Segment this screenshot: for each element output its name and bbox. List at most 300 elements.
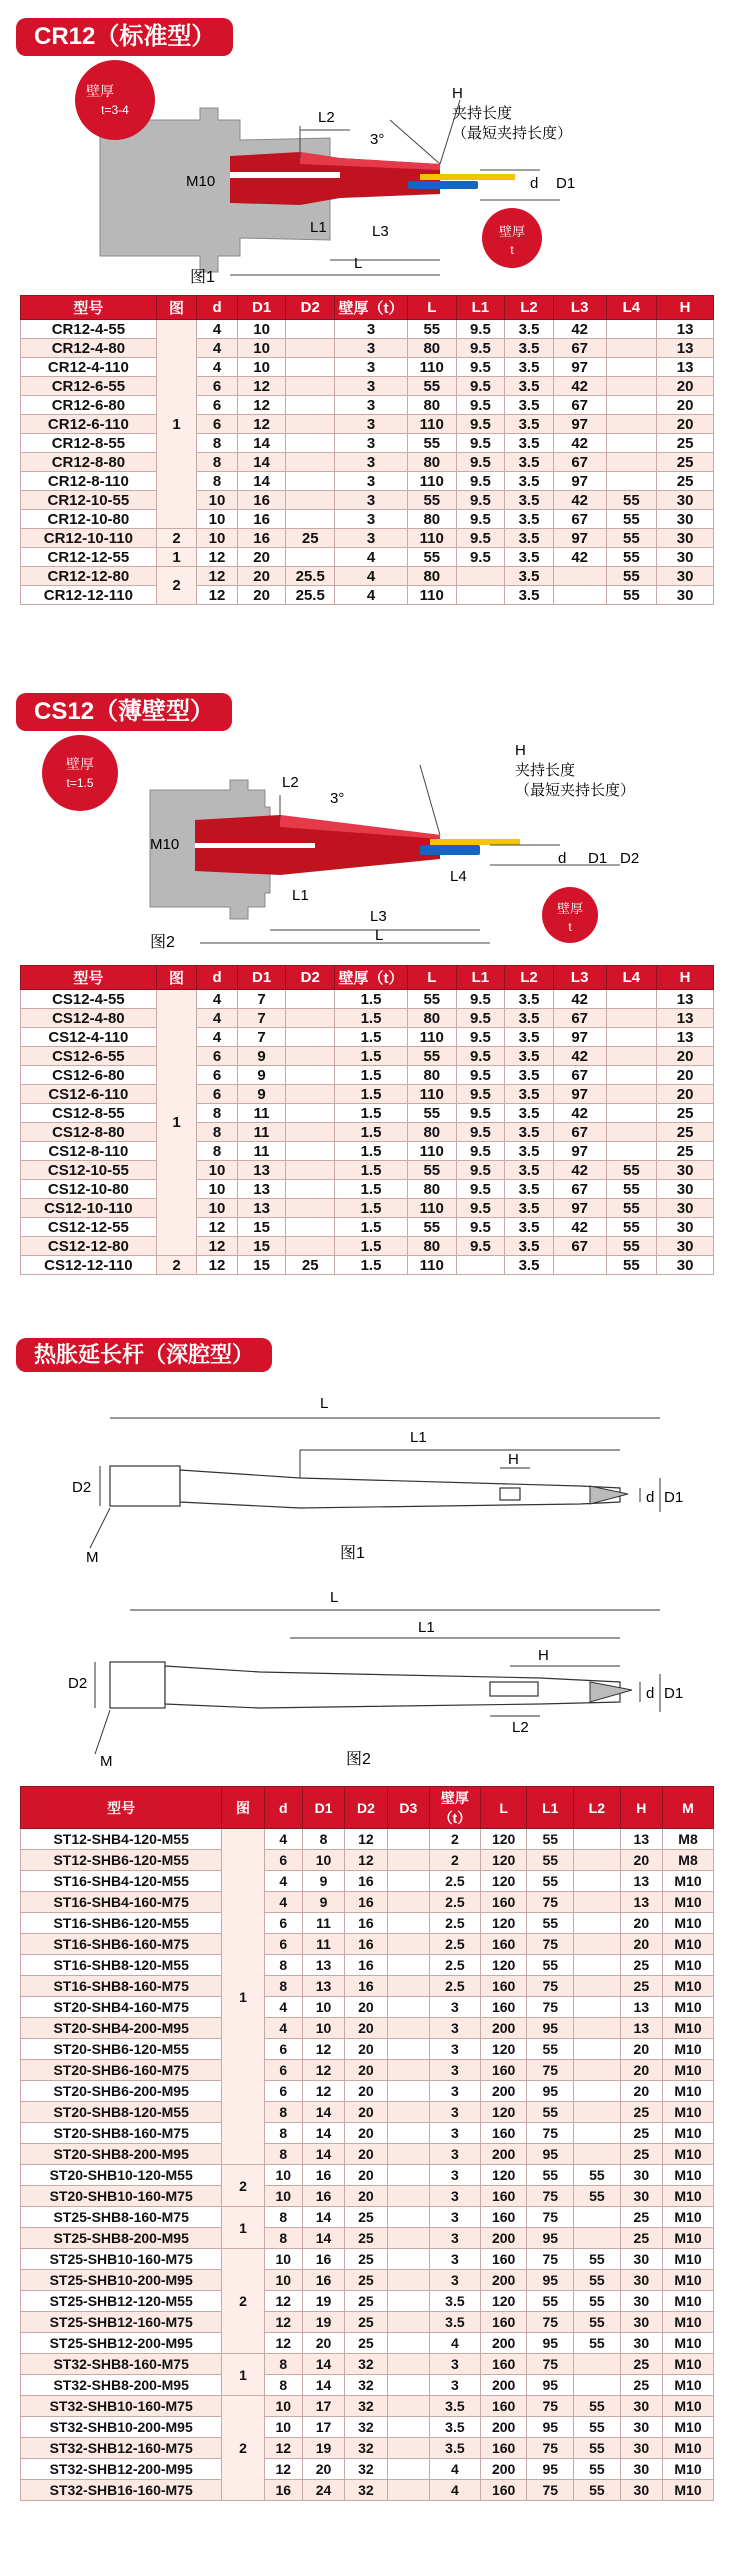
shb1-label-h: H [508, 1451, 519, 1468]
cell-value [387, 1850, 429, 1871]
cell-value: 20 [657, 396, 714, 415]
col-l2: L2 [574, 1787, 621, 1829]
cell-value [387, 1829, 429, 1850]
cs12-label-l3: L3 [370, 908, 387, 925]
cell-value: 10 [264, 2396, 302, 2417]
cs12-wall-right: 壁厚 [556, 901, 584, 916]
cell-fig: 2 [156, 529, 197, 548]
cell-value: 30 [620, 2396, 662, 2417]
cell-model: ST20-SHB4-200-M95 [21, 2018, 222, 2039]
cr12-label-m: M10 [186, 173, 216, 190]
cell-value: 25 [620, 2102, 662, 2123]
cell-value: 160 [480, 2480, 527, 2501]
cell-value [574, 2081, 621, 2102]
cell-value: M10 [663, 1913, 714, 1934]
table-row [21, 1997, 714, 2018]
cell-value: 4 [429, 2459, 480, 2480]
cell-value: 55 [527, 1850, 574, 1871]
cell-value [574, 2123, 621, 2144]
cell-value: 20 [620, 2060, 662, 2081]
cell-value [387, 2102, 429, 2123]
cell-value: 67 [553, 510, 606, 529]
cr12-tool-yellow [420, 174, 515, 180]
shb1-shank [110, 1466, 180, 1506]
table-row [21, 2186, 714, 2207]
cell-value: 20 [657, 1047, 714, 1066]
table-row [21, 396, 714, 415]
cell-fig: 2 [156, 567, 197, 605]
cell-value: 25 [657, 453, 714, 472]
cell-value: 3 [335, 529, 408, 548]
table-shb-head [21, 1787, 714, 1829]
cell-model: ST16-SHB6-160-M75 [21, 1934, 222, 1955]
cell-value: 30 [620, 2333, 662, 2354]
cell-value: 16 [345, 1871, 387, 1892]
cell-value [606, 339, 657, 358]
shb1-label-d: d [646, 1489, 655, 1506]
table-row [21, 2333, 714, 2354]
cell-value: 9.5 [456, 339, 505, 358]
cell-model: ST25-SHB10-160-M75 [21, 2249, 222, 2270]
cell-value: 95 [527, 2270, 574, 2291]
cell-value: 3.5 [505, 320, 554, 339]
cell-value: 3.5 [505, 529, 554, 548]
cr12-wall-text: 壁厚 [86, 83, 114, 99]
cell-value: 25 [620, 1955, 662, 1976]
cell-model: CS12-6-80 [21, 1066, 157, 1085]
cell-value [387, 1955, 429, 1976]
cell-value: 55 [606, 586, 657, 605]
cell-value: 8 [264, 2207, 302, 2228]
cell-value [553, 1256, 606, 1275]
cell-value: 3 [429, 2060, 480, 2081]
cell-value: M10 [663, 2417, 714, 2438]
cell-value: 42 [553, 491, 606, 510]
cell-value: 67 [553, 1237, 606, 1256]
cell-value: 12 [197, 548, 238, 567]
cell-value: 16 [264, 2480, 302, 2501]
cell-value: 25 [620, 1976, 662, 1997]
col-l2: L2 [505, 966, 554, 990]
cell-fig: 1 [222, 2354, 264, 2396]
cell-value: 4 [197, 358, 238, 377]
cell-value: 95 [527, 2375, 574, 2396]
table-row [21, 1009, 714, 1028]
cell-value: 25 [345, 2207, 387, 2228]
cell-value: 8 [264, 2102, 302, 2123]
cell-value [286, 1218, 335, 1237]
cell-value: 19 [302, 2312, 344, 2333]
cell-value: 12 [264, 2291, 302, 2312]
table-row [21, 2375, 714, 2396]
cell-value: 42 [553, 434, 606, 453]
cell-value: 15 [237, 1256, 286, 1275]
cell-value: 10 [237, 358, 286, 377]
cell-value [574, 2228, 621, 2249]
cell-value: 1.5 [335, 1180, 408, 1199]
cell-value: 1.5 [335, 1218, 408, 1237]
cell-value: 67 [553, 1123, 606, 1142]
cell-value: 12 [264, 2438, 302, 2459]
cell-value: 55 [527, 1829, 574, 1850]
cell-value [387, 2039, 429, 2060]
cell-fig: 2 [222, 2165, 264, 2207]
table-row [21, 377, 714, 396]
cell-value: 13 [657, 320, 714, 339]
col-d1: D1 [302, 1787, 344, 1829]
cell-value: 16 [302, 2165, 344, 2186]
shb-figure2-caption: 图2 [346, 1751, 371, 1768]
cell-value [286, 396, 335, 415]
cell-value: 75 [527, 2123, 574, 2144]
shb2-label-d2: D2 [68, 1675, 88, 1692]
cell-value: 55 [527, 1955, 574, 1976]
cell-model: ST20-SHB6-120-M55 [21, 2039, 222, 2060]
cell-value [387, 2480, 429, 2501]
cell-value: 55 [574, 2459, 621, 2480]
cell-value [387, 2312, 429, 2333]
cr12-figure-caption: 图1 [190, 269, 215, 286]
cell-value: 3 [335, 320, 408, 339]
cell-value [574, 1976, 621, 1997]
cell-value: 3.5 [429, 2438, 480, 2459]
cell-value: 110 [407, 1028, 456, 1047]
cell-value: 97 [553, 1142, 606, 1161]
cell-value: 20 [345, 2165, 387, 2186]
cell-value [286, 377, 335, 396]
col-wall: 壁厚（t） [335, 296, 408, 320]
cell-model: ST32-SHB8-160-M75 [21, 2354, 222, 2375]
cell-value [286, 990, 335, 1009]
cell-value: 160 [480, 1976, 527, 1997]
cell-model: ST16-SHB4-160-M75 [21, 1892, 222, 1913]
cell-value: 200 [480, 2018, 527, 2039]
cell-value: 30 [620, 2417, 662, 2438]
shb1-label-l: L [320, 1395, 329, 1412]
cell-value: 25 [620, 2123, 662, 2144]
cell-value: 12 [264, 2312, 302, 2333]
cell-value: 3 [335, 510, 408, 529]
table-cs12-head [21, 966, 714, 990]
cell-value: 17 [302, 2396, 344, 2417]
cell-model: CR12-12-80 [21, 567, 157, 586]
cell-value [387, 2186, 429, 2207]
cell-value: M10 [663, 2039, 714, 2060]
cell-value: 10 [237, 339, 286, 358]
cell-value: 55 [407, 491, 456, 510]
cell-value: 14 [302, 2144, 344, 2165]
cr12-wall-badge-left [75, 60, 155, 140]
cell-value: 3.5 [429, 2291, 480, 2312]
cell-value: 97 [553, 1199, 606, 1218]
cell-value: 9.5 [456, 990, 505, 1009]
cell-value: 55 [606, 529, 657, 548]
cell-value: 20 [345, 2123, 387, 2144]
cell-model: CR12-8-110 [21, 472, 157, 491]
table-row [21, 1237, 714, 1256]
cell-value: 30 [657, 529, 714, 548]
cell-value: 30 [657, 1218, 714, 1237]
cell-value: 14 [302, 2102, 344, 2123]
cell-value: 30 [620, 2291, 662, 2312]
cell-value: 25 [345, 2333, 387, 2354]
cell-value: M10 [663, 1976, 714, 1997]
cell-model: CR12-6-110 [21, 415, 157, 434]
cell-value: 20 [345, 2039, 387, 2060]
cell-value: 1.5 [335, 990, 408, 1009]
table-row [21, 2249, 714, 2270]
cell-value: 25 [345, 2249, 387, 2270]
cell-value: 42 [553, 1104, 606, 1123]
cell-value [286, 510, 335, 529]
cell-value: 9.5 [456, 396, 505, 415]
cell-fig: 2 [156, 1256, 197, 1275]
cell-value [286, 1123, 335, 1142]
cell-value: 9.5 [456, 1199, 505, 1218]
cell-value [606, 990, 657, 1009]
cell-value: 95 [527, 2144, 574, 2165]
cr12-label-l2: L2 [318, 109, 335, 126]
cell-value: 12 [197, 1237, 238, 1256]
table-row [21, 358, 714, 377]
cell-value: 3 [335, 358, 408, 377]
cell-value: M10 [663, 2102, 714, 2123]
cell-value: 55 [606, 1199, 657, 1218]
cell-value: 3.5 [505, 1180, 554, 1199]
cell-value: 13 [237, 1161, 286, 1180]
cell-value: 55 [574, 2165, 621, 2186]
cell-value: 110 [407, 1199, 456, 1218]
cr12-label-l1: L1 [310, 219, 327, 236]
cs12-wall-text: 壁厚 [66, 756, 94, 772]
cell-value: 30 [657, 567, 714, 586]
shb2-shank [110, 1662, 165, 1708]
cell-value: 14 [302, 2354, 344, 2375]
cell-value: 120 [480, 1955, 527, 1976]
cell-value: 16 [345, 1955, 387, 1976]
shb2-label-d1: D1 [664, 1685, 684, 1702]
cell-model: ST20-SHB10-160-M75 [21, 2186, 222, 2207]
cell-model: ST12-SHB4-120-M55 [21, 1829, 222, 1850]
cell-value: 55 [407, 1218, 456, 1237]
cell-value [387, 2438, 429, 2459]
cell-value: 15 [237, 1218, 286, 1237]
table-row [21, 472, 714, 491]
cell-value: 10 [197, 1161, 238, 1180]
cell-value: 3 [429, 2102, 480, 2123]
cell-value [286, 1180, 335, 1199]
cell-value: 20 [657, 415, 714, 434]
cell-model: ST25-SHB8-160-M75 [21, 2207, 222, 2228]
cell-value: 20 [620, 1934, 662, 1955]
cell-value: 3.5 [505, 434, 554, 453]
cell-value: 2 [429, 1850, 480, 1871]
cell-model: CS12-4-55 [21, 990, 157, 1009]
cell-value: 4 [335, 586, 408, 605]
cell-value: 3 [429, 2018, 480, 2039]
cell-value: 9.5 [456, 1237, 505, 1256]
cell-value: 9.5 [456, 1066, 505, 1085]
cell-value: 25 [620, 2228, 662, 2249]
cell-model: ST20-SHB8-160-M75 [21, 2123, 222, 2144]
col-h: H [657, 966, 714, 990]
cell-value: 3.5 [505, 1009, 554, 1028]
cell-value: 160 [480, 2249, 527, 2270]
section-title-cs12: CS12（薄壁型） [16, 693, 232, 731]
cell-value: 6 [264, 2039, 302, 2060]
cell-value [387, 2060, 429, 2081]
cell-value [286, 1066, 335, 1085]
cell-value: 2.5 [429, 1913, 480, 1934]
table-row [21, 453, 714, 472]
cell-value: 3 [429, 2249, 480, 2270]
cell-value: 75 [527, 2396, 574, 2417]
cell-value [286, 1009, 335, 1028]
cell-value: M10 [663, 2018, 714, 2039]
cell-value: 3.5 [505, 491, 554, 510]
cell-value: 3.5 [505, 1256, 554, 1275]
cell-value [286, 1237, 335, 1256]
cell-value: 13 [237, 1199, 286, 1218]
cell-value: 9 [237, 1066, 286, 1085]
cell-value: 3 [429, 2354, 480, 2375]
cell-value: 55 [407, 1104, 456, 1123]
cell-value: 13 [657, 990, 714, 1009]
cell-value: 25 [620, 2144, 662, 2165]
col-fig: 图 [222, 1787, 264, 1829]
cell-value: 10 [302, 1850, 344, 1871]
cell-value: 9.5 [456, 1142, 505, 1161]
cell-model: CS12-8-80 [21, 1123, 157, 1142]
table-row [21, 1955, 714, 1976]
cell-value: 14 [302, 2123, 344, 2144]
table-row [21, 1871, 714, 1892]
cs12-label-l2: L2 [282, 774, 299, 791]
cell-value: 3.5 [505, 415, 554, 434]
cell-value: 200 [480, 2228, 527, 2249]
cell-value [387, 1892, 429, 1913]
cell-value: 10 [264, 2417, 302, 2438]
cell-model: ST25-SHB12-200-M95 [21, 2333, 222, 2354]
col-l: L [407, 966, 456, 990]
cell-value: M10 [663, 2459, 714, 2480]
cell-value: 30 [620, 2438, 662, 2459]
cell-model: CR12-4-110 [21, 358, 157, 377]
cell-value [387, 1997, 429, 2018]
cell-value [574, 1829, 621, 1850]
cell-value: M10 [663, 2312, 714, 2333]
cell-value: 3.5 [505, 586, 554, 605]
cell-value: 3.5 [505, 472, 554, 491]
cell-value: 97 [553, 1028, 606, 1047]
cr12-diagram [0, 60, 734, 290]
cell-value [574, 2102, 621, 2123]
cell-value: 1.5 [335, 1256, 408, 1275]
col-wall: 壁厚（t） [335, 966, 408, 990]
cell-value: 3.5 [429, 2396, 480, 2417]
cell-value: 12 [197, 1256, 238, 1275]
cell-value: 80 [407, 1066, 456, 1085]
cell-model: ST20-SHB8-120-M55 [21, 2102, 222, 2123]
cell-value: 8 [264, 1955, 302, 1976]
cell-model: ST16-SHB8-160-M75 [21, 1976, 222, 1997]
cell-value: 25 [620, 2207, 662, 2228]
cell-value: 30 [620, 2459, 662, 2480]
cell-value: 19 [302, 2438, 344, 2459]
cell-value: 3 [335, 453, 408, 472]
cell-value [553, 567, 606, 586]
col-l2: L2 [505, 296, 554, 320]
col-fig: 图 [156, 296, 197, 320]
cell-value: 13 [620, 1871, 662, 1892]
table-row [21, 990, 714, 1009]
table-row [21, 320, 714, 339]
cell-value: 9.5 [456, 434, 505, 453]
cell-value: 75 [527, 1934, 574, 1955]
cell-value: 2.5 [429, 1892, 480, 1913]
table-row [21, 586, 714, 605]
cell-value: 3 [335, 434, 408, 453]
cell-value: 6 [264, 1913, 302, 1934]
cell-value: 17 [302, 2417, 344, 2438]
cell-value: 16 [345, 1976, 387, 1997]
cell-value: 160 [480, 2312, 527, 2333]
cell-value: 67 [553, 1180, 606, 1199]
cell-value: 10 [302, 1997, 344, 2018]
cell-value: 95 [527, 2459, 574, 2480]
cell-value: 14 [302, 2228, 344, 2249]
cell-value: 3.5 [505, 567, 554, 586]
cell-value: 55 [606, 1237, 657, 1256]
cell-value: 20 [620, 2039, 662, 2060]
cell-value: 3 [429, 2186, 480, 2207]
table-row [21, 2438, 714, 2459]
cell-value: 12 [302, 2081, 344, 2102]
cell-value: 1.5 [335, 1123, 408, 1142]
col-l3: L3 [553, 296, 606, 320]
cell-value: 9.5 [456, 1009, 505, 1028]
shb1-label-d2: D2 [72, 1479, 92, 1496]
cell-value: 3 [429, 2375, 480, 2396]
cell-value: 4 [264, 1892, 302, 1913]
cell-value: 8 [197, 1123, 238, 1142]
cs12-wall-t: t=1.5 [66, 776, 94, 790]
cell-value: M10 [663, 1955, 714, 1976]
cell-value: 12 [197, 567, 238, 586]
cell-value: 3 [335, 415, 408, 434]
table-row [21, 2354, 714, 2375]
cs12-label-l1: L1 [292, 887, 309, 904]
table-row [21, 1028, 714, 1047]
cell-value: 3.5 [505, 1142, 554, 1161]
cell-value: 11 [237, 1104, 286, 1123]
cell-value: 200 [480, 2333, 527, 2354]
cell-value: 55 [527, 2165, 574, 2186]
table-row [21, 2228, 714, 2249]
table-row [21, 1066, 714, 1085]
cell-value: 10 [264, 2270, 302, 2291]
cell-model: CS12-6-110 [21, 1085, 157, 1104]
cell-value: 10 [264, 2165, 302, 2186]
cell-value: 3.5 [505, 396, 554, 415]
cell-value: 10 [197, 491, 238, 510]
shb2-label-m: M [100, 1753, 113, 1770]
shb2-body [165, 1666, 620, 1708]
cell-model: ST32-SHB10-200-M95 [21, 2417, 222, 2438]
cell-value: 19 [302, 2291, 344, 2312]
cell-value: 20 [345, 2060, 387, 2081]
cell-value [286, 548, 335, 567]
